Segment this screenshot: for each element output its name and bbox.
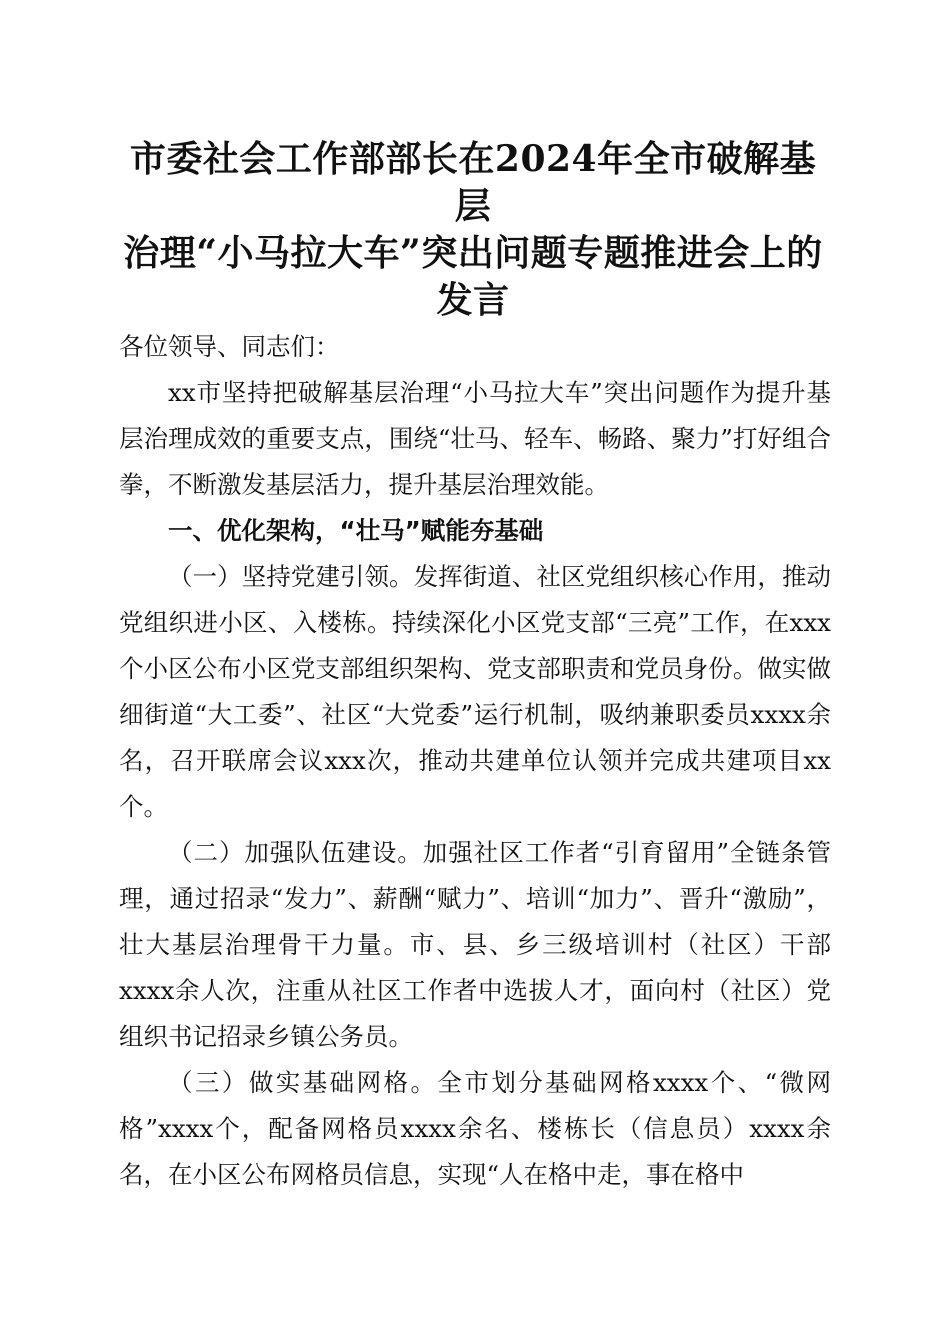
title-line-3: 发言 [436,279,510,321]
paragraph-2: （二）加强队伍建设。加强社区工作者“引育留用”全链条管理，通过招录“发力”、薪酬“赋力”、培训“加力”、晋升“激励”，壮大基层治理骨干力量。市、县、乡三级培训村（社区）干部xxxx余人次，注重从社区工作者中选拔人才，面向村（社区）党组织书记招录乡镇公务员。 [119,838,831,1051]
section-heading-1: 一、优化架构，“壮马”赋能夯基础 [168,516,544,545]
title-line-1: 市委社会工作部部长在2024年全市破解基层 [129,138,817,227]
document-title [118,136,828,324]
title-line-2: 治理“小马拉大车”突出问题专题推进会上的 [123,232,823,274]
paragraph-3: （三）做实基础网格。全市划分基础网格xxxx个、“微网格”xxxx个，配备网格员xxxx余名、楼栋长（信息员）xxxx余名，在小区公布网格员信息，实现“人在格中走，事在格中 [119,1068,831,1189]
salutation: 各位领导、同志们： [119,332,340,361]
document-body [119,324,831,1198]
intro-paragraph: xx市坚持把破解基层治理“小马拉大车”突出问题作为提升基层治理成效的重要支点，围绕“壮马、轻车、畅路、聚力”打好组合拳，不断激发基层活力，提升基层治理效能。 [119,378,831,499]
paragraph-1: （一）坚持党建引领。发挥街道、社区党组织核心作用，推动党组织进小区、入楼栋。持续深化小区党支部“三亮”工作，在xxx个小区公布小区党支部组织架构、党支部职责和党员身份。做实做细街道“大工委”、社区“大党委”运行机制，吸纳兼职委员xxxx余名，召开联席会议xxx次，推动共建单位认领并完成共建项目xx个。 [119,562,831,821]
